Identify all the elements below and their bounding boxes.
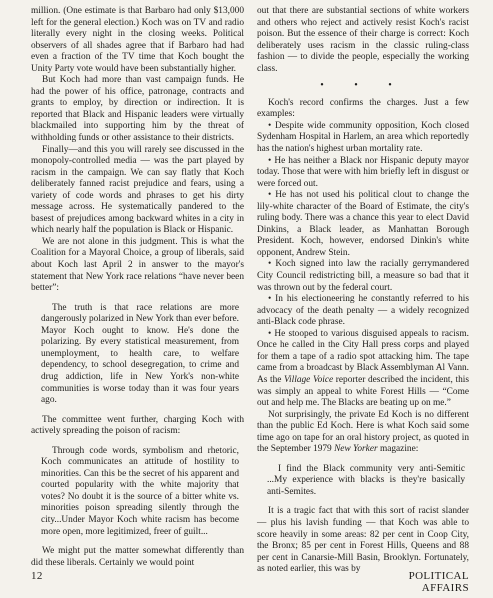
page-number: 12 [31, 570, 43, 582]
paragraph: We are not alone in this judgment. This is what the Coalition for a Mayoral Choice, a group of liberals, said about Koch last April 2 in answer to the mayor's statement that New York race relations “have never been better”: [31, 236, 244, 294]
paragraph: But Koch had more than vast campaign funds. He had the power of his office, patronage, contracts and grants to employ, by direction or indirection. It is reported that Black and Hispanic leaders were virtually blackmailed into supporting him by the threat of withholding funds or other assistance to their districts. [31, 75, 244, 144]
paragraph: We might put the matter somewhat differently than did these liberals. Certainly we would point [31, 546, 244, 568]
paragraph: It is a tragic fact that with this sort of racist slander — plus his lavish funding — that Koch was able to score heavily in some areas: 82 per cent in Coop City, the Bronx; 85 per cent in Forest Hills, Queens and 88 per cent in Canarsie-Mill Basin, Brooklyn. Fortunately, as noted earlier, this was by [257, 506, 469, 575]
bullet-item: • He has not used his political clout to change the lily-white character of the Board of Estimate, the city's ruling body. There was a chance this year to elect David Dinkins, a Black leader, as Manhattan Borough President. Koch, however, endorsed Dinkin's white opponent, Andrew Stein. [257, 190, 469, 258]
paragraph: Finally—and this you will rarely see discussed in the monopoly-controlled media — was the part played by racism in the campaign. We can say flatly that Koch deliberately fanned racist prejudice and fears, using a variety of code words and phrases to get his dirty message across. He systematically pandered to the basest of prejudices among backward whites in a city in which nearly half the population is Black or Hispanic. [31, 144, 244, 236]
block-quote: I find the Black community very anti-Semitic ...My experience with blacks is they're basically anti-Semites. [267, 463, 465, 497]
paragraph: million. (One estimate is that Barbaro had only $13,000 left for the general election.) Koch was on TV and radio literally every night in the closing weeks. Political observers of all shades agree that if Barbaro had had even a fraction of the TV time that Koch bought the Unity Party vote would have been substantially higher. [31, 6, 244, 74]
bullet-item: • He has neither a Black nor Hispanic deputy mayor today. Those that were with him briefly left in disgust or were forced out. [257, 155, 469, 189]
section-separator: • • • [320, 80, 406, 92]
block-quote: Through code words, symbolism and rhetoric, Koch communicates an attitude of hostility to minorities. Can this be the secret of his apparent and courted popularity with the white majority that votes? No doubt it is the source of a bitter white vs. minorities poison spreading silently through the city...Under Mayor Koch white racism has become more open, more legitimized, freer of guilt... [41, 445, 239, 537]
bullet-item [257, 329, 469, 410]
paragraph: Koch's record confirms the charges. Just a few examples: [257, 97, 469, 120]
text-run: • He stooped to various disguised appeals to racism. Once he called in the City Hall press corps and played for them a tape of a radio spot attacking him. The tape came from a broadcast by Black Assemblyman Al Vann. As the [257, 328, 469, 385]
text-run: magazine: [377, 444, 419, 455]
text-run: reporter described the incident, this was simply an appeal to white Forest Hills — “Come out and help me. The Blacks are beating up on me.” [257, 374, 469, 409]
paragraph: The committee went further, charging Koch with actively spreading the poison of racism: [31, 414, 244, 437]
bullet-item: • In his electioneering he constantly referred to his advocacy of the death penalty — a widely recognized anti-Black code phrase. [257, 294, 469, 328]
paragraph: out that there are substantial sections of white workers and others who reject and actively resist Koch's racist poison. But the essence of their charge is correct: Koch deliberately uses racism in the classic ruling-class fashion — to divide the people, especially the working class. [257, 6, 469, 74]
left-column [31, 6, 244, 569]
right-column [257, 6, 469, 576]
text-run: Not surprisingly, the private Ed Koch is no different than the public Ed Koch. Here is what Koch said some time ago on tape for an oral history project, as quoted in the September 1979 [257, 409, 469, 455]
journal-title: POLITICAL AFFAIRS [408, 570, 469, 594]
publication-name: Village Voice [284, 374, 334, 385]
publication-name: New Yorker [334, 444, 378, 455]
bullet-item: • Koch signed into law the racially gerrymandered City Council redistricting bill, a measure so bad that it was thrown out by the federal court. [257, 259, 469, 293]
bullet-item: • Despite wide community opposition, Koch closed Sydenham Hospital in Harlem, an area which reportedly has the nation's highest urban mortality rate. [257, 120, 469, 155]
paragraph [257, 410, 469, 456]
block-quote: The truth is that race relations are more dangerously polarized in New York than ever before. Mayor Koch ought to know. He's done the polarizing. By every statistical measurement, from unemployment, to health care, to welfare dependency, to school desegregation, to crime and drug addiction, life in New York's non-white communities is worse today than it was four years ago. [41, 302, 239, 406]
